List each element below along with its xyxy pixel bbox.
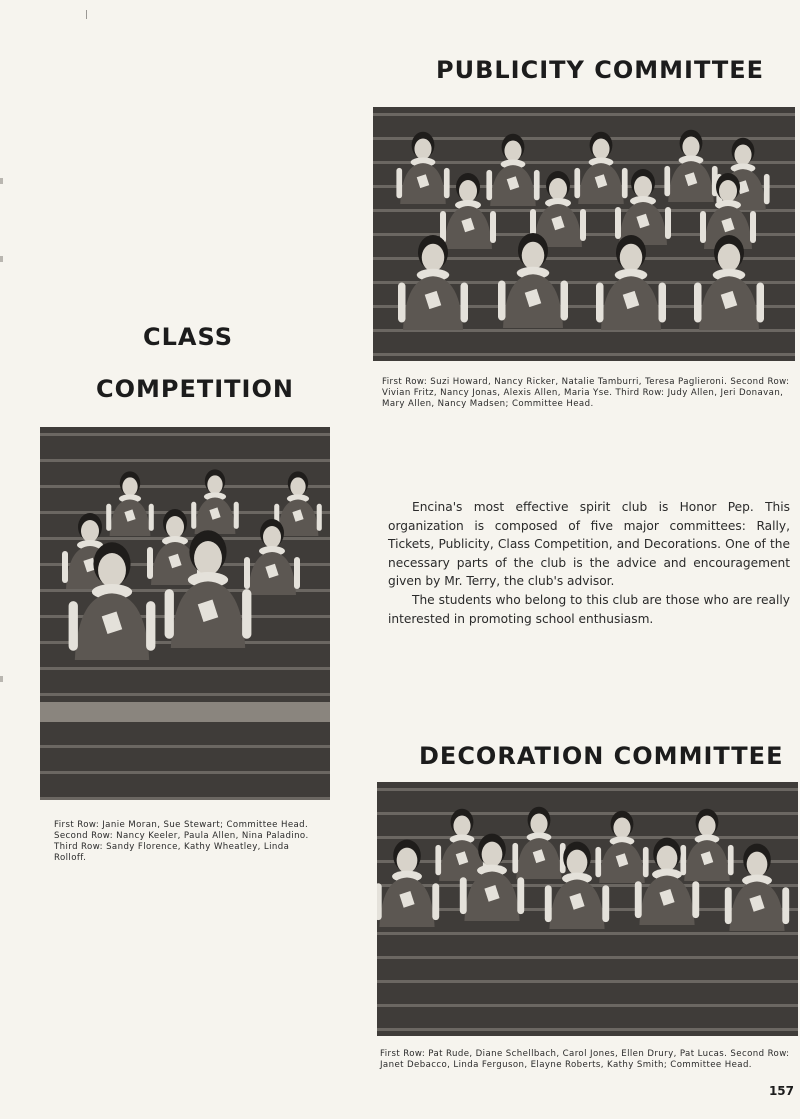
sleeve xyxy=(596,283,604,323)
bleacher-board xyxy=(377,932,798,935)
face xyxy=(549,178,567,200)
face xyxy=(613,817,630,838)
sleeve xyxy=(700,211,706,243)
decoration-committee-photo xyxy=(377,782,798,1036)
sleeve xyxy=(242,589,251,639)
class-competition-caption: First Row: Janie Moran, Sue Stewart; Committee Head. Second Row: Nancy Keeler, Paula Allen, Nina Paladino. Third Row: Sandy Florence, Kathy Wheatley, Linda Rolloff. xyxy=(54,820,309,863)
sleeve xyxy=(580,209,586,241)
sleeve xyxy=(444,168,450,198)
sleeve xyxy=(69,601,78,651)
face xyxy=(482,842,503,867)
bleacher-board xyxy=(373,161,795,164)
face xyxy=(81,520,99,542)
sleeve xyxy=(146,601,155,651)
sleeve xyxy=(782,887,789,924)
sleeve xyxy=(517,877,524,914)
face xyxy=(530,813,547,834)
bleacher-board xyxy=(40,745,330,748)
class-competition-title-line2: COMPETITION xyxy=(96,375,294,403)
bleacher-board xyxy=(377,1004,798,1007)
bleacher-board xyxy=(377,836,798,839)
sleeve xyxy=(147,547,153,579)
sleeve xyxy=(244,557,250,589)
sleeve xyxy=(659,283,667,323)
sleeve xyxy=(234,502,239,529)
sleeve xyxy=(396,168,402,198)
sleeve xyxy=(615,207,621,239)
face xyxy=(504,140,521,161)
sleeve xyxy=(757,283,765,323)
decoration-committee-title: DECORATION COMMITTEE xyxy=(419,742,784,770)
sleeve xyxy=(602,885,609,922)
face xyxy=(207,475,222,494)
face xyxy=(459,180,477,202)
face xyxy=(263,526,281,548)
club-description xyxy=(388,498,790,628)
bleacher-board xyxy=(40,433,330,436)
face xyxy=(453,815,470,836)
face xyxy=(747,852,768,877)
sleeve xyxy=(561,281,569,321)
bleacher-board xyxy=(40,771,330,774)
bleacher-board xyxy=(377,788,798,791)
sleeve xyxy=(595,847,601,877)
bleacher-board xyxy=(40,485,330,488)
sleeve xyxy=(165,589,174,639)
face xyxy=(166,516,184,538)
face xyxy=(290,477,305,496)
sleeve xyxy=(317,504,322,531)
sleeve xyxy=(728,845,734,875)
face xyxy=(592,138,609,159)
sleeve xyxy=(725,887,732,924)
sleeve xyxy=(534,170,540,200)
sleeve xyxy=(106,504,111,531)
sleeve xyxy=(643,847,649,877)
face xyxy=(422,244,445,272)
face xyxy=(567,850,588,875)
binding-mark xyxy=(0,178,3,184)
binding-mark xyxy=(0,256,3,262)
bleacher-board xyxy=(377,1028,798,1031)
face xyxy=(620,244,643,272)
bleacher-board xyxy=(373,137,795,140)
class-competition-photo xyxy=(40,427,330,800)
bench xyxy=(40,702,330,722)
face xyxy=(718,244,741,272)
group-photo-illustration xyxy=(40,427,330,800)
face xyxy=(522,242,545,270)
publicity-committee-caption: First Row: Suzi Howard, Nancy Ricker, Natalie Tamburri, Teresa Paglieroni. Second Row: Vivian Fritz, Nancy Jonas, Alexis Allen, Maria Yse. Third Row: Judy Allen, Jeri Donavan, Mary Allen, Nancy Madsen; Committee Head. xyxy=(382,377,790,409)
sleeve xyxy=(545,885,552,922)
sleeve xyxy=(377,883,382,920)
sleeve xyxy=(574,168,580,198)
face xyxy=(122,477,137,496)
face xyxy=(98,553,126,587)
publicity-committee-title: PUBLICITY COMMITTEE xyxy=(436,56,765,84)
class-competition-title-line1: CLASS xyxy=(143,323,233,351)
group-photo-illustration xyxy=(373,107,795,361)
sleeve xyxy=(398,283,406,323)
sleeve xyxy=(432,883,439,920)
group-photo-illustration xyxy=(377,782,798,1036)
bleacher-board xyxy=(373,353,795,356)
sleeve xyxy=(764,174,770,204)
sleeve xyxy=(460,877,467,914)
face xyxy=(682,136,699,157)
description-paragraph-2: The students who belong to this club are those who are really interested in promoting school enthusiasm. xyxy=(388,592,790,626)
bleacher-board xyxy=(40,693,330,696)
face xyxy=(734,144,751,165)
decoration-committee-caption: First Row: Pat Rude, Diane Schellbach, Carol Jones, Ellen Drury, Pat Lucas. Second Row: Janet Debacco, Linda Ferguson, Elayne Roberts, Kathy Smith; Committee Head. xyxy=(380,1049,790,1070)
bleacher-board xyxy=(40,797,330,800)
face xyxy=(698,815,715,836)
sleeve xyxy=(635,881,642,918)
face xyxy=(194,541,222,575)
sleeve xyxy=(294,557,300,589)
face xyxy=(414,138,431,159)
bleacher-board xyxy=(377,980,798,983)
binding-mark xyxy=(0,676,3,682)
paper-mark xyxy=(86,10,87,19)
sleeve xyxy=(750,211,756,243)
bleacher-board xyxy=(377,812,798,815)
sleeve xyxy=(512,843,518,873)
bleacher-board xyxy=(40,667,330,670)
sleeve xyxy=(490,211,496,243)
sleeve xyxy=(62,551,68,583)
face xyxy=(657,846,678,871)
sleeve xyxy=(664,166,670,196)
bleacher-board xyxy=(377,956,798,959)
page-number: 157 xyxy=(768,1084,794,1098)
sleeve xyxy=(498,281,506,321)
description-paragraph-1: Encina's most effective spirit club is Honor Pep. This organization is composed of five major committees: Rally, Tickets, Publicity, Class Competition, and Decorations. One of the necessary parts of the club is the advice and encouragement given by Mr. Terry, the club's advisor. xyxy=(388,500,790,589)
face xyxy=(634,176,652,198)
sleeve xyxy=(486,170,492,200)
face xyxy=(397,848,418,873)
sleeve xyxy=(665,207,671,239)
bleacher-board xyxy=(373,113,795,116)
sleeve xyxy=(622,168,628,198)
sleeve xyxy=(692,881,699,918)
sleeve xyxy=(461,283,469,323)
sleeve xyxy=(680,845,686,875)
face xyxy=(719,180,737,202)
sleeve xyxy=(694,283,702,323)
sleeve xyxy=(191,502,196,529)
sleeve xyxy=(435,845,441,875)
publicity-committee-photo xyxy=(373,107,795,361)
bleacher-board xyxy=(40,459,330,462)
sleeve xyxy=(149,504,154,531)
